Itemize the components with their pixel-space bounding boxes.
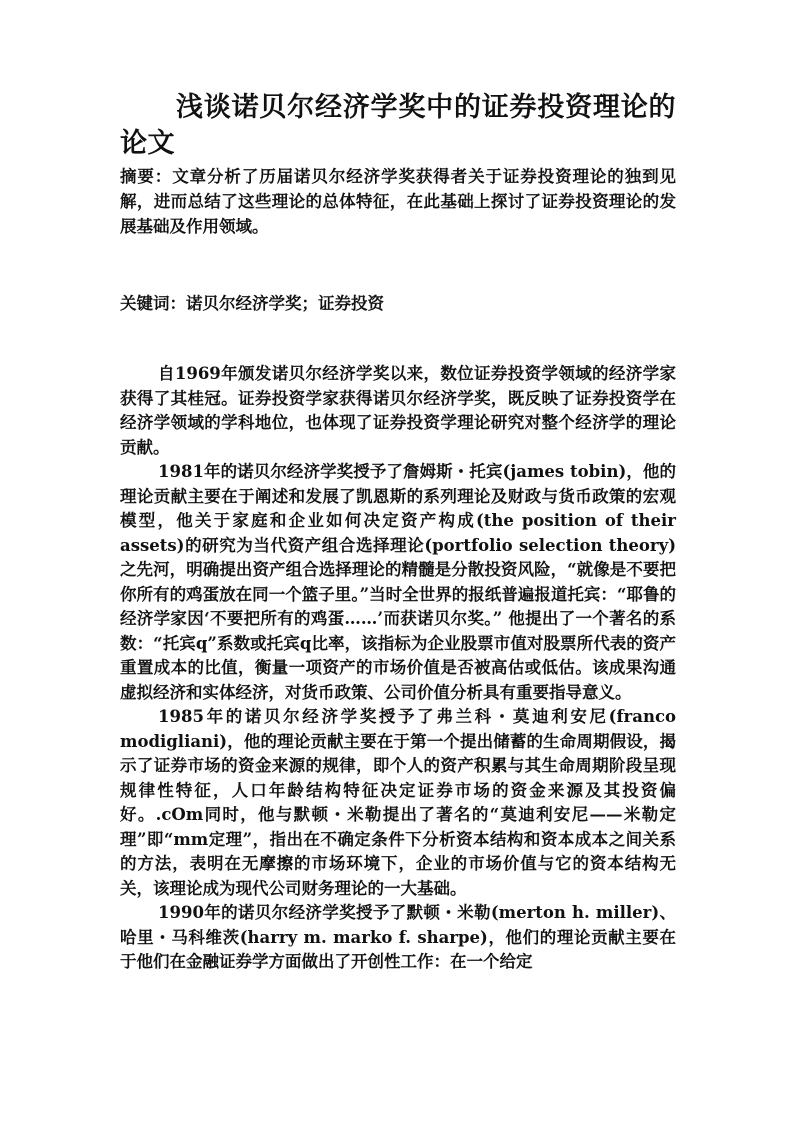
document-page bbox=[120, 90, 676, 975]
document-title: 浅谈诺贝尔经济学奖中的证券投资理论的论文 bbox=[120, 92, 676, 159]
keywords: 关键词：诺贝尔经济学奖；证券投资 bbox=[120, 294, 384, 313]
paragraph-1985-modigliani: 1985年的诺贝尔经济学奖授予了弗兰科・莫迪利安尼(franco modigliani)，他的理论贡献主要在于第一个提出储蓄的生命周期假设，揭示了证券市场的资金来源的规律，即个人的资产积累与其生命周期阶段呈现规律性特征，人口年龄结构特征决定证券市场的资金来源及其投资偏好。.cOm同时，他与默顿・米勒提出了著名的“莫迪利安尼——米勒定理”即“mm定理”，指出在不确定条件下分析资本结构和资本成本之间关系的方法，表明在无摩擦的市场环境下，企业的市场价值与它的资本结构无关，该理论成为现代公司财务理论的一大基础。 bbox=[120, 707, 676, 898]
abstract: 摘要：文章分析了历届诺贝尔经济学奖获得者关于证券投资理论的独到见解，进而总结了这些理论的总体特征，在此基础上探讨了证券投资理论的发展基础及作用领域。 bbox=[120, 167, 676, 236]
paragraph-intro: 自1969年颁发诺贝尔经济学奖以来，数位证券投资学领域的经济学家获得了其桂冠。证券投资学家获得诺贝尔经济学奖，既反映了证券投资学在经济学领域的学科地位，也体现了证券投资学理论研究对整个经济学的理论贡献。 bbox=[120, 364, 676, 457]
paragraph-1990-miller-markowitz: 1990年的诺贝尔经济学奖授予了默顿・米勒(merton h. miller)、哈里・马科维茨(harry m. marko f. sharpe)，他们的理论贡献主要在于他们在金融证券学方面做出了开创性工作：在一个给定 bbox=[120, 903, 676, 971]
paragraph-1981-tobin: 1981年的诺贝尔经济学奖授予了詹姆斯・托宾(james tobin)，他的理论贡献主要在于阐述和发展了凯恩斯的系列理论及财政与货币政策的宏观模型，他关于家庭和企业如何决定资产构成(the position of their assets)的研究为当代资产组合选择理论(portfolio selection theory)之先河，明确提出资产组合选择理论的精髓是分散投资风险，“就像是不要把你所有的鸡蛋放在同一个篮子里。”当时全世界的报纸普遍报道托宾：“耶鲁的经济学家因‘不要把所有的鸡蛋……’而获诺贝尔奖。” 他提出了一个著名的系数：“托宾q”系数或托宾q比率，该指标为企业股票市值对股票所代表的资产重置成本的比值，衡量一项资产的市场价值是否被高估或低估。该成果沟通虚拟经济和实体经济，对货币政策、公司价值分析具有重要指导意义。 bbox=[120, 462, 676, 702]
body-text bbox=[120, 362, 676, 975]
